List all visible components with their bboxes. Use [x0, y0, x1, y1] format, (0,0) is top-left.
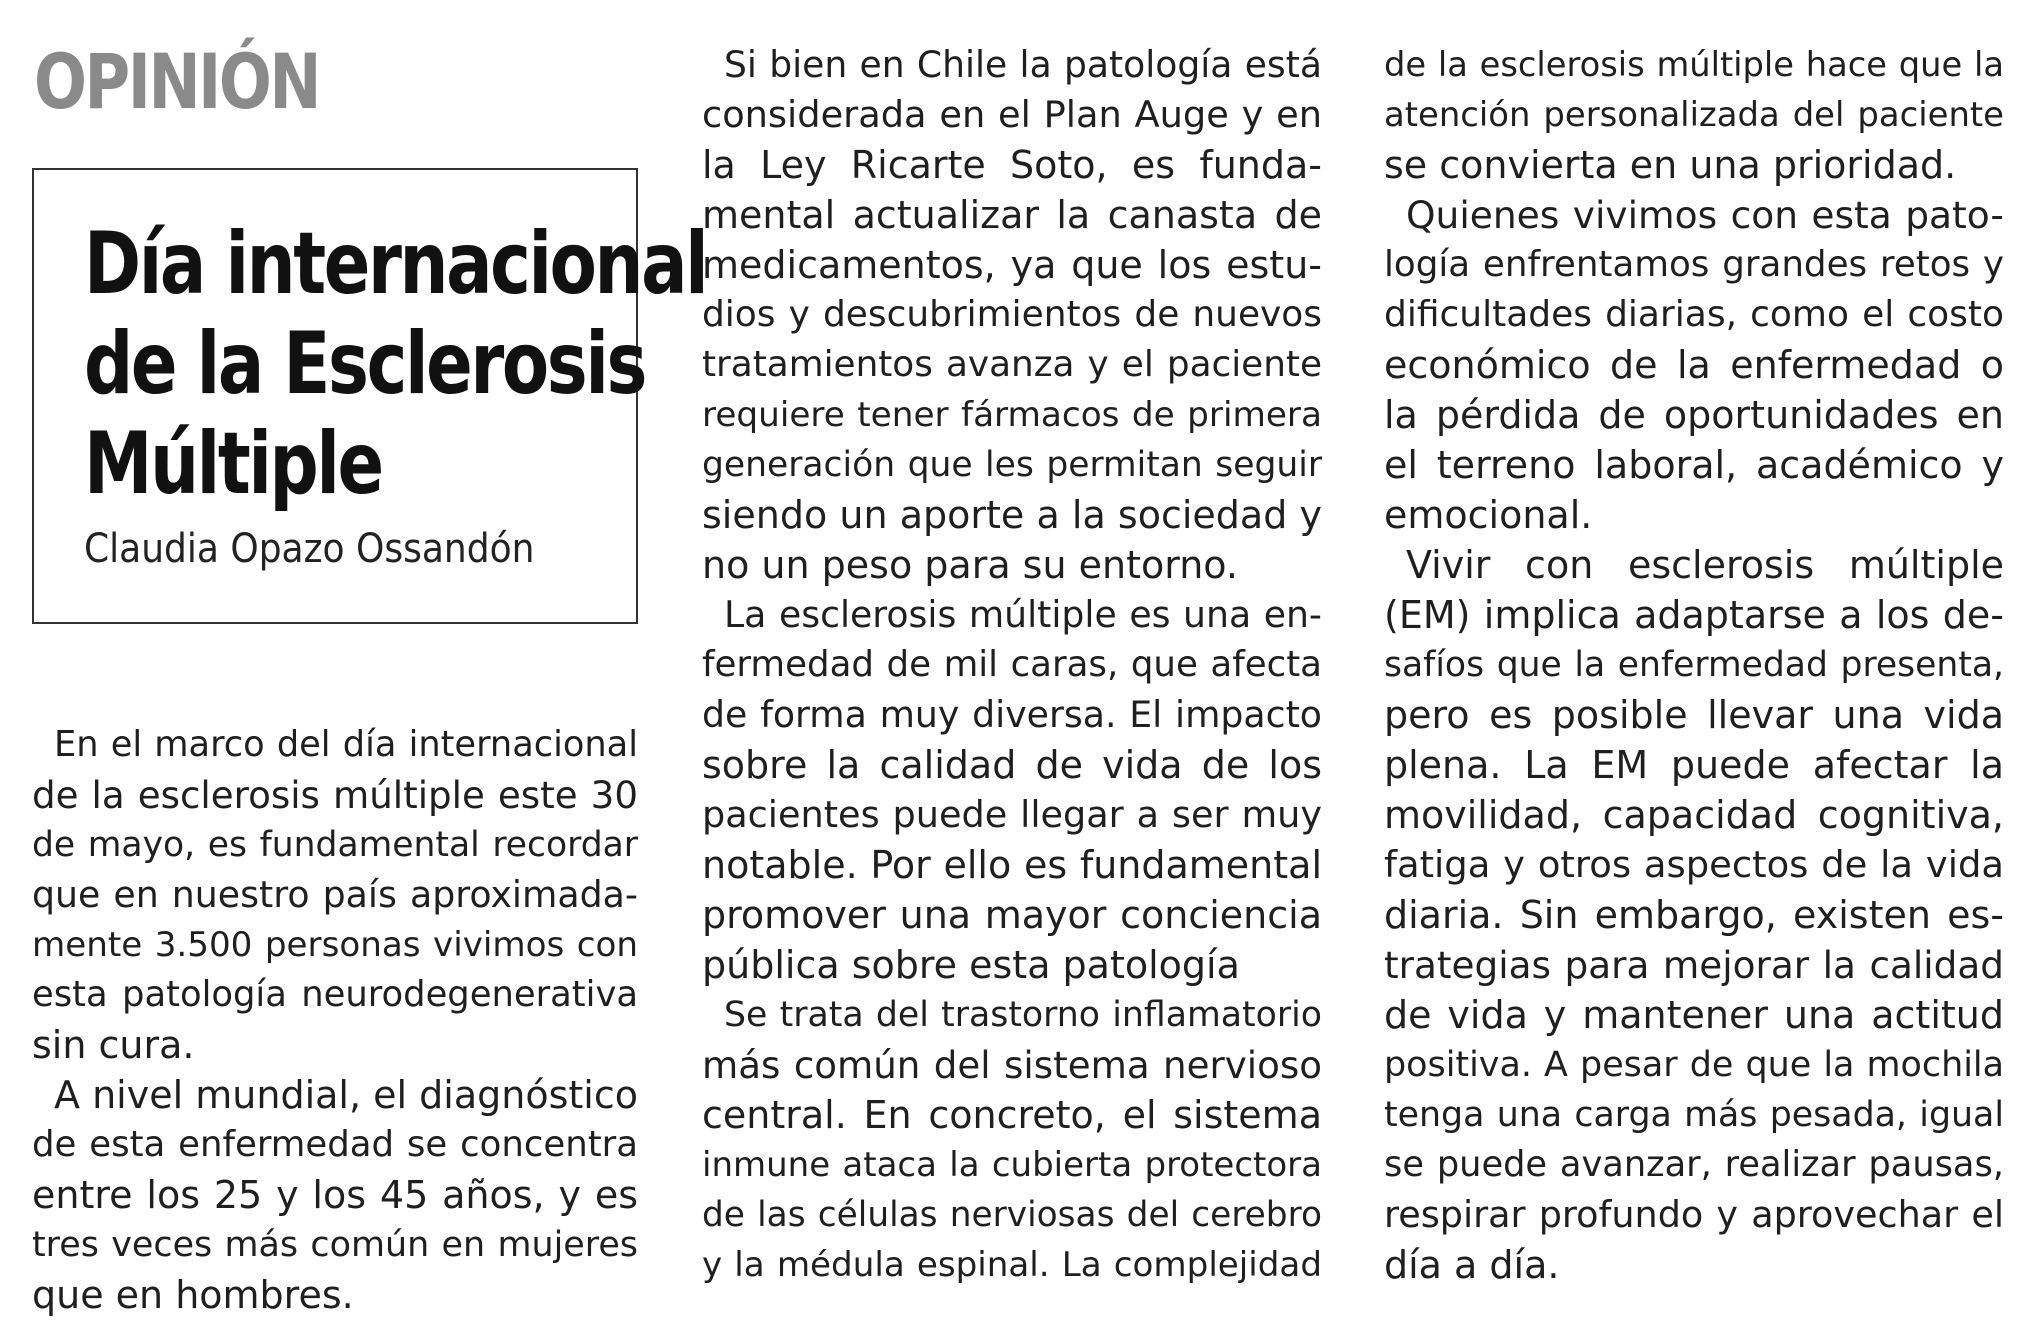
text-line: más común del sistema nervioso: [702, 1043, 1322, 1087]
text-line: logía enfrentamos grandes retos y: [1384, 244, 2004, 285]
text-line: se puede avanzar, realizar pausas,: [1384, 1144, 2004, 1185]
text-line: sobre la calidad de vida de los: [702, 743, 1322, 787]
text-line: A nivel mundial, el diagnóstico: [54, 1073, 638, 1117]
text-line: respirar profundo y aprovechar el: [1384, 1193, 2004, 1236]
text-line: pacientes puede llegar a ser muy: [702, 793, 1322, 836]
text-line: (EM) implica adaptarse a los de-: [1384, 593, 2004, 637]
headline-line: Múltiple: [84, 414, 382, 514]
text-line: fatiga y otros aspectos de la vida: [1384, 843, 2004, 886]
text-line: positiva. A pesar de que la mochila: [1384, 1045, 2004, 1085]
text-line: tratamientos avanza y el paciente: [702, 344, 1322, 385]
text-line: dios y descubrimientos de nuevos: [702, 294, 1322, 335]
text-line: En el marco del día internacional: [54, 724, 638, 765]
text-line: de las células nerviosas del cerebro: [702, 1195, 1322, 1235]
text-line: y la médula espinal. La complejidad: [702, 1245, 1322, 1285]
text-line: promover una mayor conciencia: [702, 893, 1322, 937]
section-label: OPINIÓN: [34, 37, 320, 126]
headline-line: Día internacional: [84, 214, 707, 314]
text-line: Se trata del trastorno inflamatorio: [724, 995, 1322, 1035]
text-line: no un peso para su entorno.: [702, 543, 1238, 587]
text-line: el terreno laboral, académico y: [1384, 443, 2004, 487]
text-line: Si bien en Chile la patología está: [724, 43, 1322, 86]
article-column-2: [702, 0, 1322, 1312]
article-column-3: [1384, 0, 2004, 1312]
text-line: la pérdida de oportunidades en: [1384, 393, 2004, 437]
text-line: emocional.: [1384, 493, 1593, 537]
text-line: medicamentos, ya que los estu-: [702, 243, 1322, 287]
article-column-1: [32, 0, 638, 1317]
text-line: mente 3.500 personas vivimos con: [32, 925, 638, 965]
text-line: Quienes vivimos con esta pato-: [1406, 193, 2004, 237]
text-line: central. En concreto, el sistema: [702, 1093, 1322, 1137]
text-line: Vivir con esclerosis múltiple: [1406, 543, 2004, 587]
text-line: fermedad de mil caras, que afecta: [702, 644, 1322, 685]
text-line: atención personalizada del paciente: [1384, 95, 2004, 134]
text-line: de vida y mantener una actitud: [1384, 993, 2004, 1037]
text-line: de la esclerosis múltiple hace que la: [1384, 45, 2004, 84]
text-line: mental actualizar la canasta de: [702, 193, 1322, 237]
text-line: día a día.: [1384, 1243, 1560, 1287]
text-line: que en nuestro país aproximada-: [32, 873, 638, 916]
text-line: pero es posible llevar una vida: [1384, 693, 2004, 737]
text-line: trategias para mejorar la calidad: [1384, 943, 2004, 987]
author-byline: Claudia Opazo Ossandón: [84, 526, 535, 572]
text-line: que en hombres.: [32, 1273, 354, 1317]
text-line: económico de la enfermedad o: [1384, 343, 2004, 387]
text-line: requiere tener fármacos de primera: [702, 395, 1322, 435]
text-line: esta patología neurodegenerativa: [32, 974, 638, 1015]
text-line: considerada en el Plan Auge y en: [702, 93, 1322, 136]
text-line: de esta enfermedad se concentra: [32, 1124, 638, 1165]
text-line: notable. Por ello es fundamental: [702, 843, 1322, 887]
text-line: generación que les permitan seguir: [702, 445, 1322, 485]
text-line: inmune ataca la cubierta protectora: [702, 1145, 1322, 1185]
text-line: de mayo, es fundamental recordar: [32, 825, 638, 865]
text-line: tres veces más común en mujeres: [32, 1225, 638, 1265]
text-line: pública sobre esta patología: [702, 943, 1240, 987]
text-line: se convierta en una prioridad.: [1384, 143, 1957, 187]
text-line: la Ley Ricarte Soto, es funda-: [702, 143, 1322, 187]
text-line: La esclerosis múltiple es una en-: [724, 593, 1322, 636]
text-line: entre los 25 y los 45 años, y es: [32, 1173, 638, 1217]
text-line: safíos que la enfermedad presenta,: [1384, 645, 2004, 685]
text-line: de la esclerosis múltiple este 30: [32, 773, 638, 817]
text-line: movilidad, capacidad cognitiva,: [1384, 793, 2004, 837]
text-line: dificultades diarias, como el costo: [1384, 294, 2004, 335]
text-line: plena. La EM puede afectar la: [1384, 743, 2004, 787]
text-line: sin cura.: [32, 1023, 195, 1067]
text-line: tenga una carga más pesada, igual: [1384, 1095, 2004, 1135]
headline-line: de la Esclerosis: [84, 314, 646, 414]
text-line: diaria. Sin embargo, existen es-: [1384, 893, 2004, 937]
text-line: de forma muy diversa. El impacto: [702, 693, 1322, 736]
text-line: siendo un aporte a la sociedad y: [702, 493, 1322, 537]
